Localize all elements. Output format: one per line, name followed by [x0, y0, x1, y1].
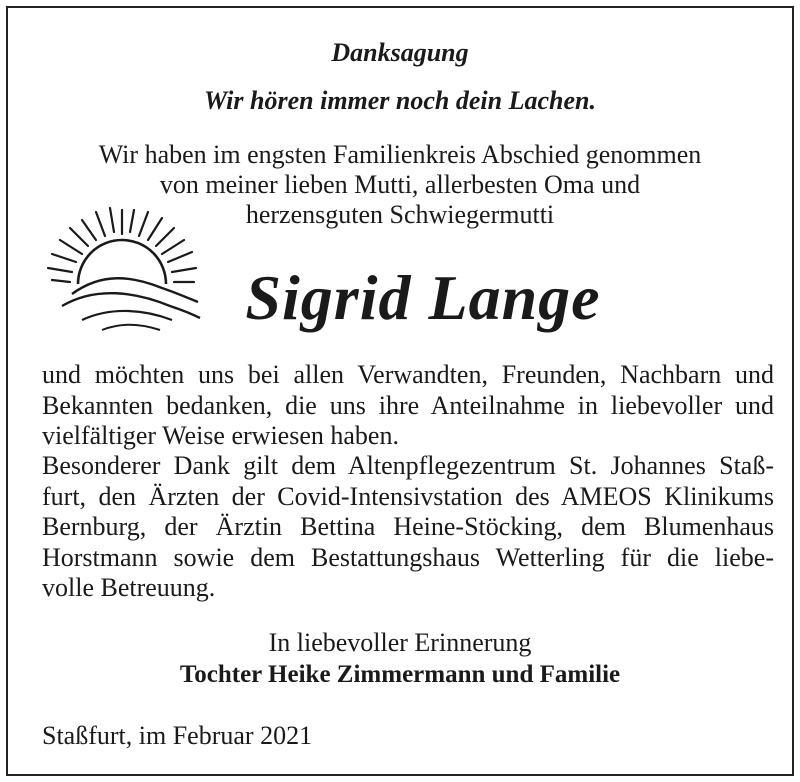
notice-motto: Wir hören immer noch dein Lachen.	[204, 86, 596, 115]
thanks-paragraph	[42, 360, 774, 452]
intro-line: herzensguten Schwiegermutti	[245, 200, 555, 229]
paragraph-line: furt, den Ärzten der Covid-Intensivstation des AMEOS Klinikums	[42, 481, 774, 511]
obituary-notice	[6, 6, 794, 776]
paragraph-line: Horstmann sowie dem Bestattungshaus Wetterling für die liebe-	[42, 542, 774, 572]
paragraph-line: volle Betreuung.	[42, 573, 216, 602]
notice-heading: Danksagung	[331, 38, 469, 67]
intro-line: Wir haben im engsten Familienkreis Abschied genommen	[98, 140, 702, 169]
family-signature: Tochter Heike Zimmermann und Familie	[179, 661, 621, 688]
paragraph-line: Bernburg, der Ärztin Bettina Heine-Stöcking, dem Blumenhaus	[42, 512, 774, 541]
special-thanks-paragraph	[42, 451, 774, 604]
place-date: Staßfurt, im Februar 2021	[42, 721, 313, 750]
intro-line: von meiner lieben Mutti, allerbesten Oma und	[159, 170, 641, 199]
closing-line: In liebevoller Erinnerung	[268, 628, 532, 657]
paragraph-line: Besonderer Dank gilt dem Altenpflegezentrum St. Johannes Staß-	[42, 451, 774, 480]
paragraph-line: und möchten uns bei allen Verwandten, Freunden, Nachbarn und	[42, 360, 774, 389]
paragraph-line: Bekannten bedanken, die uns ihre Anteilnahme in liebevoller und	[42, 390, 774, 420]
sunset-over-hills-icon	[42, 202, 202, 336]
deceased-name: Sigrid Lange	[245, 262, 601, 333]
paragraph-line: vielfältiger Weise erwiesen haben.	[42, 421, 399, 450]
